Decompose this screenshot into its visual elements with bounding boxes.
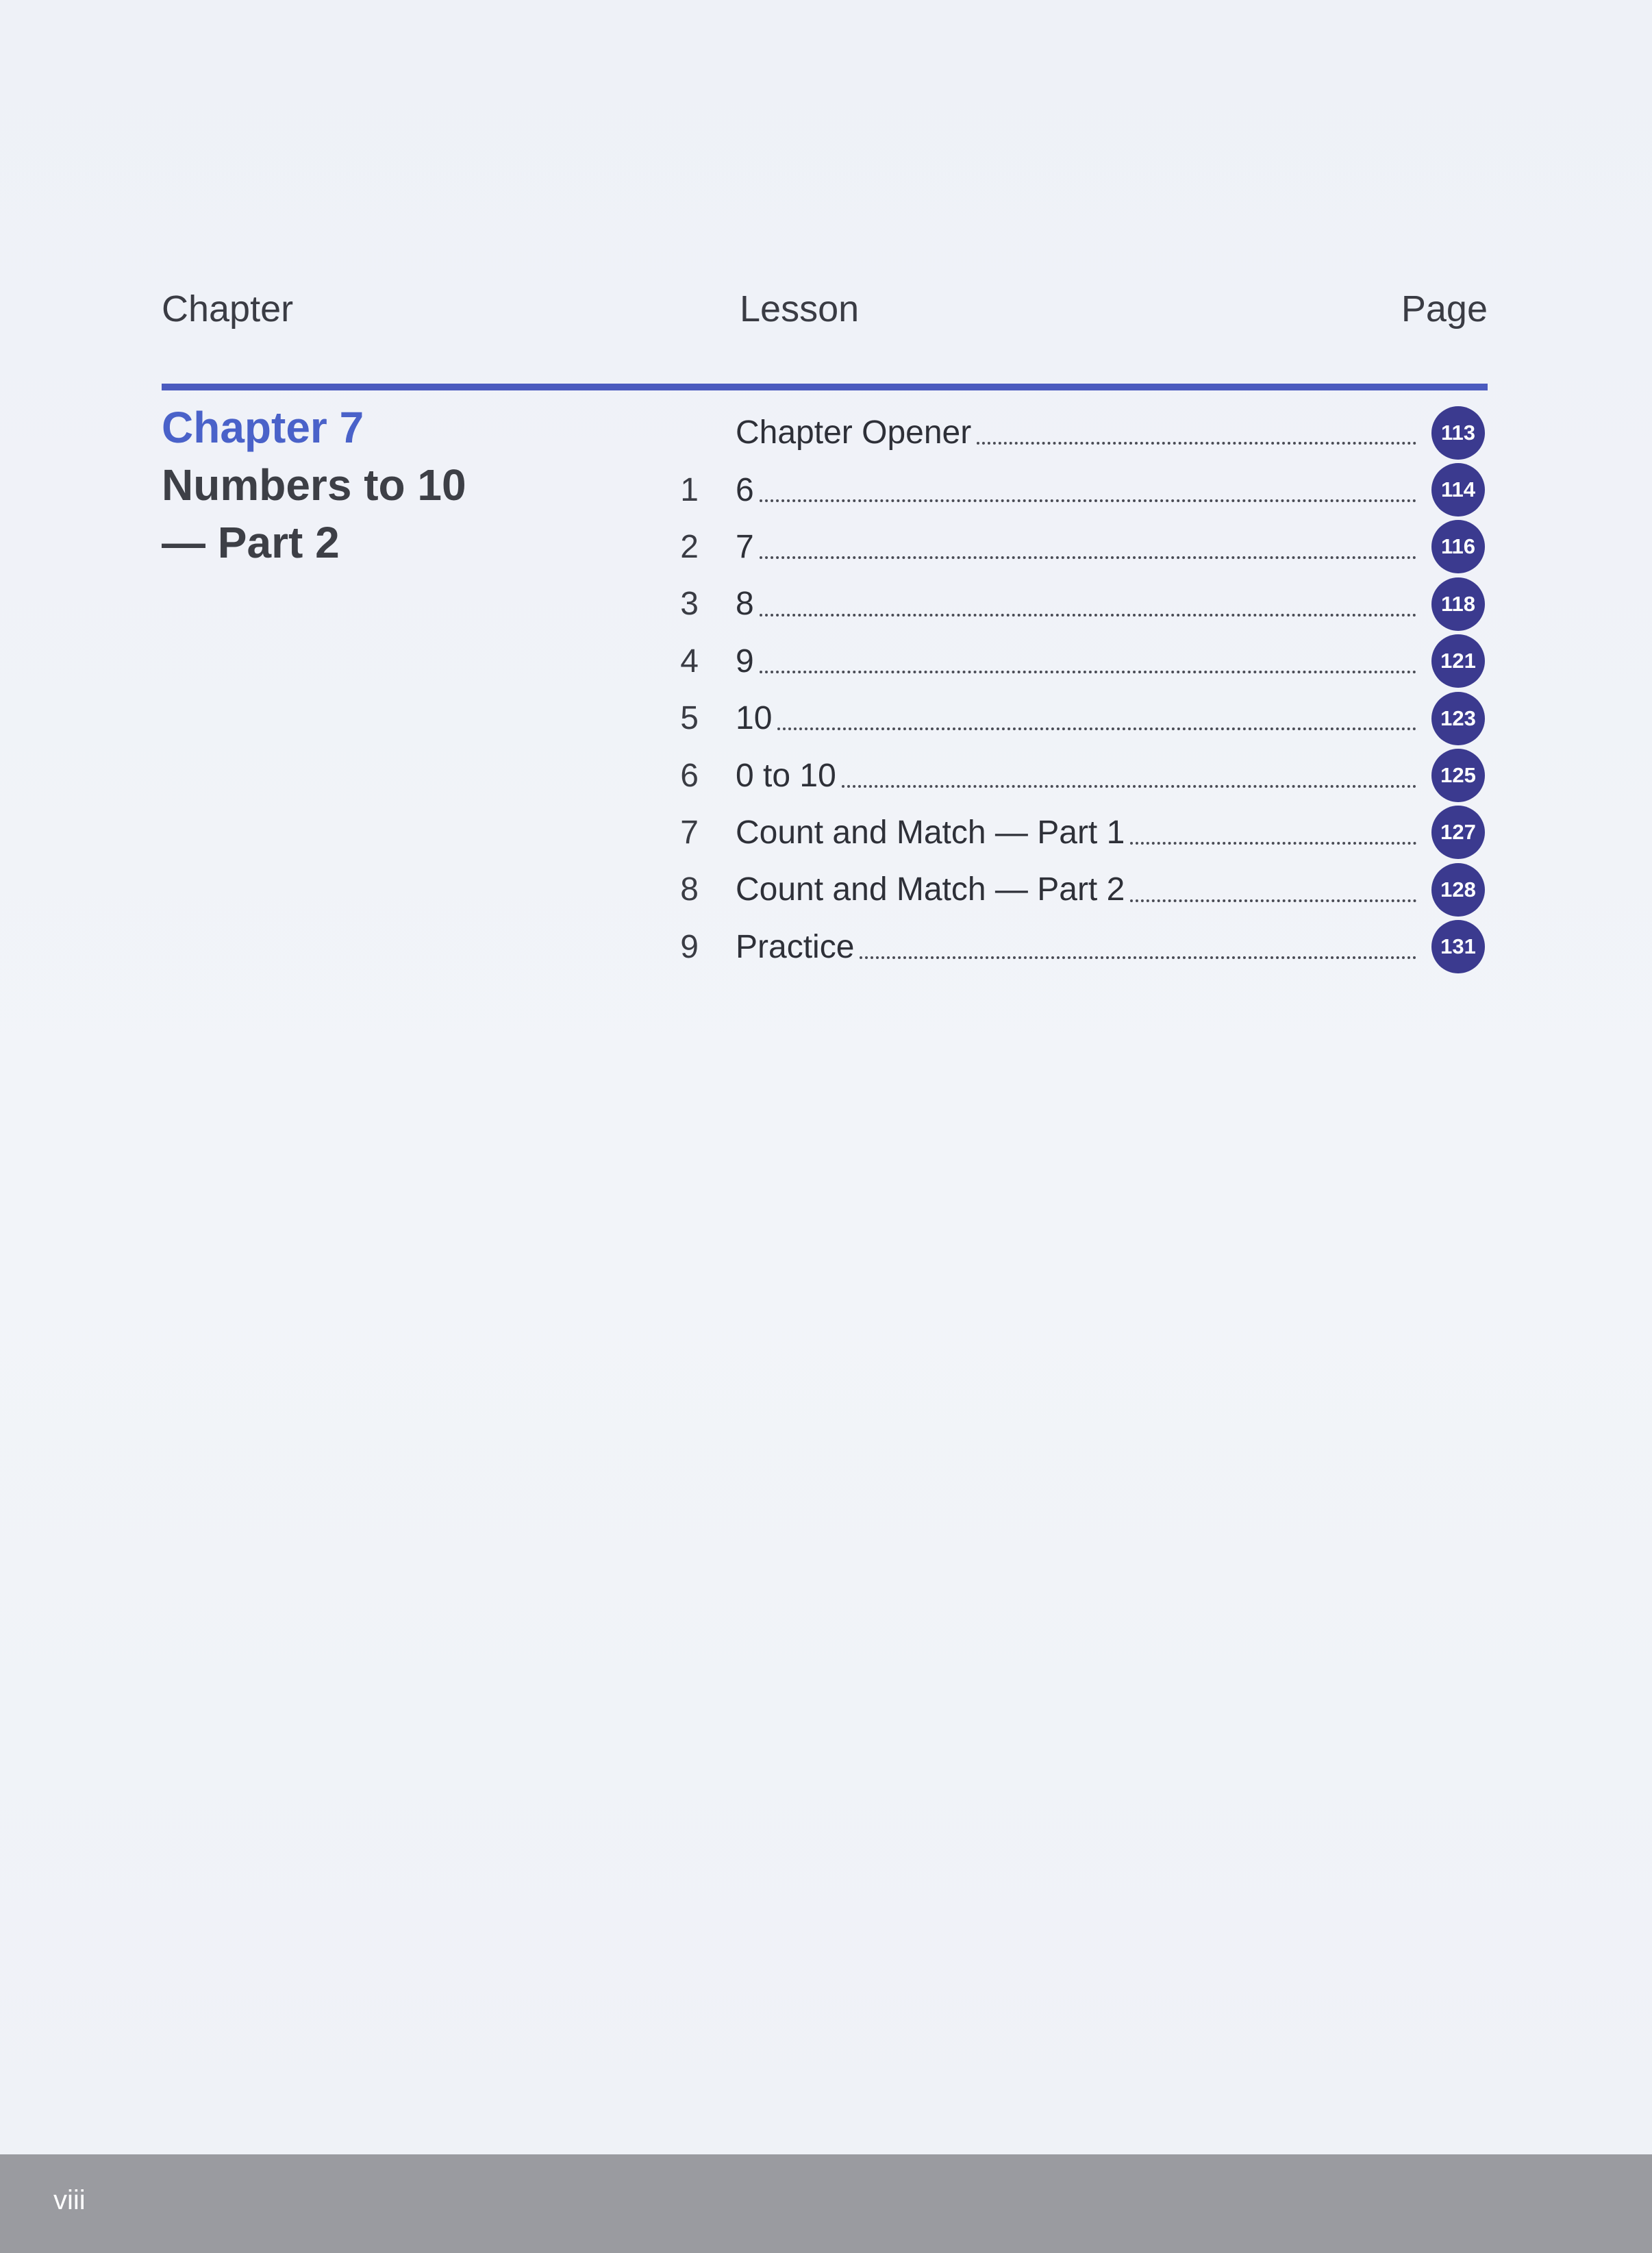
lesson-list [658,404,1488,975]
page-badge: 118 [1431,577,1485,631]
lesson-number: 4 [680,643,699,680]
lesson-row[interactable] [658,404,1488,461]
lesson-title: 9 [736,643,754,680]
chapter-column-heading: Chapter [162,288,294,329]
lesson-row[interactable] [658,804,1488,861]
page-column-heading: Page [1401,288,1488,329]
lesson-number: 8 [680,871,699,908]
footer-bar [0,2154,1652,2253]
chapter-heading [162,399,641,571]
page-number: viii [53,2185,86,2215]
dot-leader [1130,842,1416,845]
lesson-row[interactable] [658,461,1488,518]
lesson-number: 7 [680,814,699,851]
lesson-number: 6 [680,757,699,794]
page-badge: 121 [1431,634,1485,688]
lesson-title: 8 [736,586,754,623]
lesson-title: 6 [736,471,754,508]
lesson-row[interactable] [658,575,1488,632]
dot-leader [1130,899,1416,902]
chapter-title-line-2: — Part 2 [162,518,340,567]
lesson-number: 3 [680,586,699,623]
dot-leader [760,556,1416,559]
lesson-title: Count and Match — Part 1 [736,814,1125,851]
page-badge: 125 [1431,749,1485,802]
lesson-number: 9 [680,928,699,965]
dot-leader [760,614,1416,617]
chapter-title-line-1: Numbers to 10 [162,460,466,510]
page-badge: 127 [1431,806,1485,859]
page-badge: 123 [1431,692,1485,745]
page-badge: 128 [1431,863,1485,917]
dot-leader [760,671,1416,673]
lesson-title: 10 [736,700,773,737]
lesson-number: 1 [680,471,699,508]
lesson-row[interactable] [658,861,1488,918]
lesson-number: 2 [680,528,699,565]
lesson-title: Chapter Opener [736,414,972,451]
lesson-row[interactable] [658,919,1488,975]
lesson-row[interactable] [658,690,1488,747]
chapter-number: Chapter 7 [162,403,364,452]
lesson-column-heading: Lesson [740,288,860,329]
dot-leader [760,499,1416,502]
dot-leader [860,956,1416,959]
lesson-title: 7 [736,528,754,565]
dot-leader [977,442,1416,445]
lesson-title: Practice [736,928,855,965]
page-badge: 116 [1431,520,1485,573]
page-badge: 131 [1431,920,1485,973]
lesson-number: 5 [680,700,699,737]
lesson-row[interactable] [658,633,1488,690]
header-divider [162,384,1488,390]
lesson-title: Count and Match — Part 2 [736,871,1125,908]
lesson-title: 0 to 10 [736,757,836,794]
page-badge: 114 [1431,463,1485,516]
lesson-row[interactable] [658,519,1488,575]
lesson-row[interactable] [658,747,1488,804]
toc-header [162,288,1488,343]
dot-leader [842,785,1416,788]
page-badge: 113 [1431,406,1485,460]
dot-leader [777,727,1416,730]
